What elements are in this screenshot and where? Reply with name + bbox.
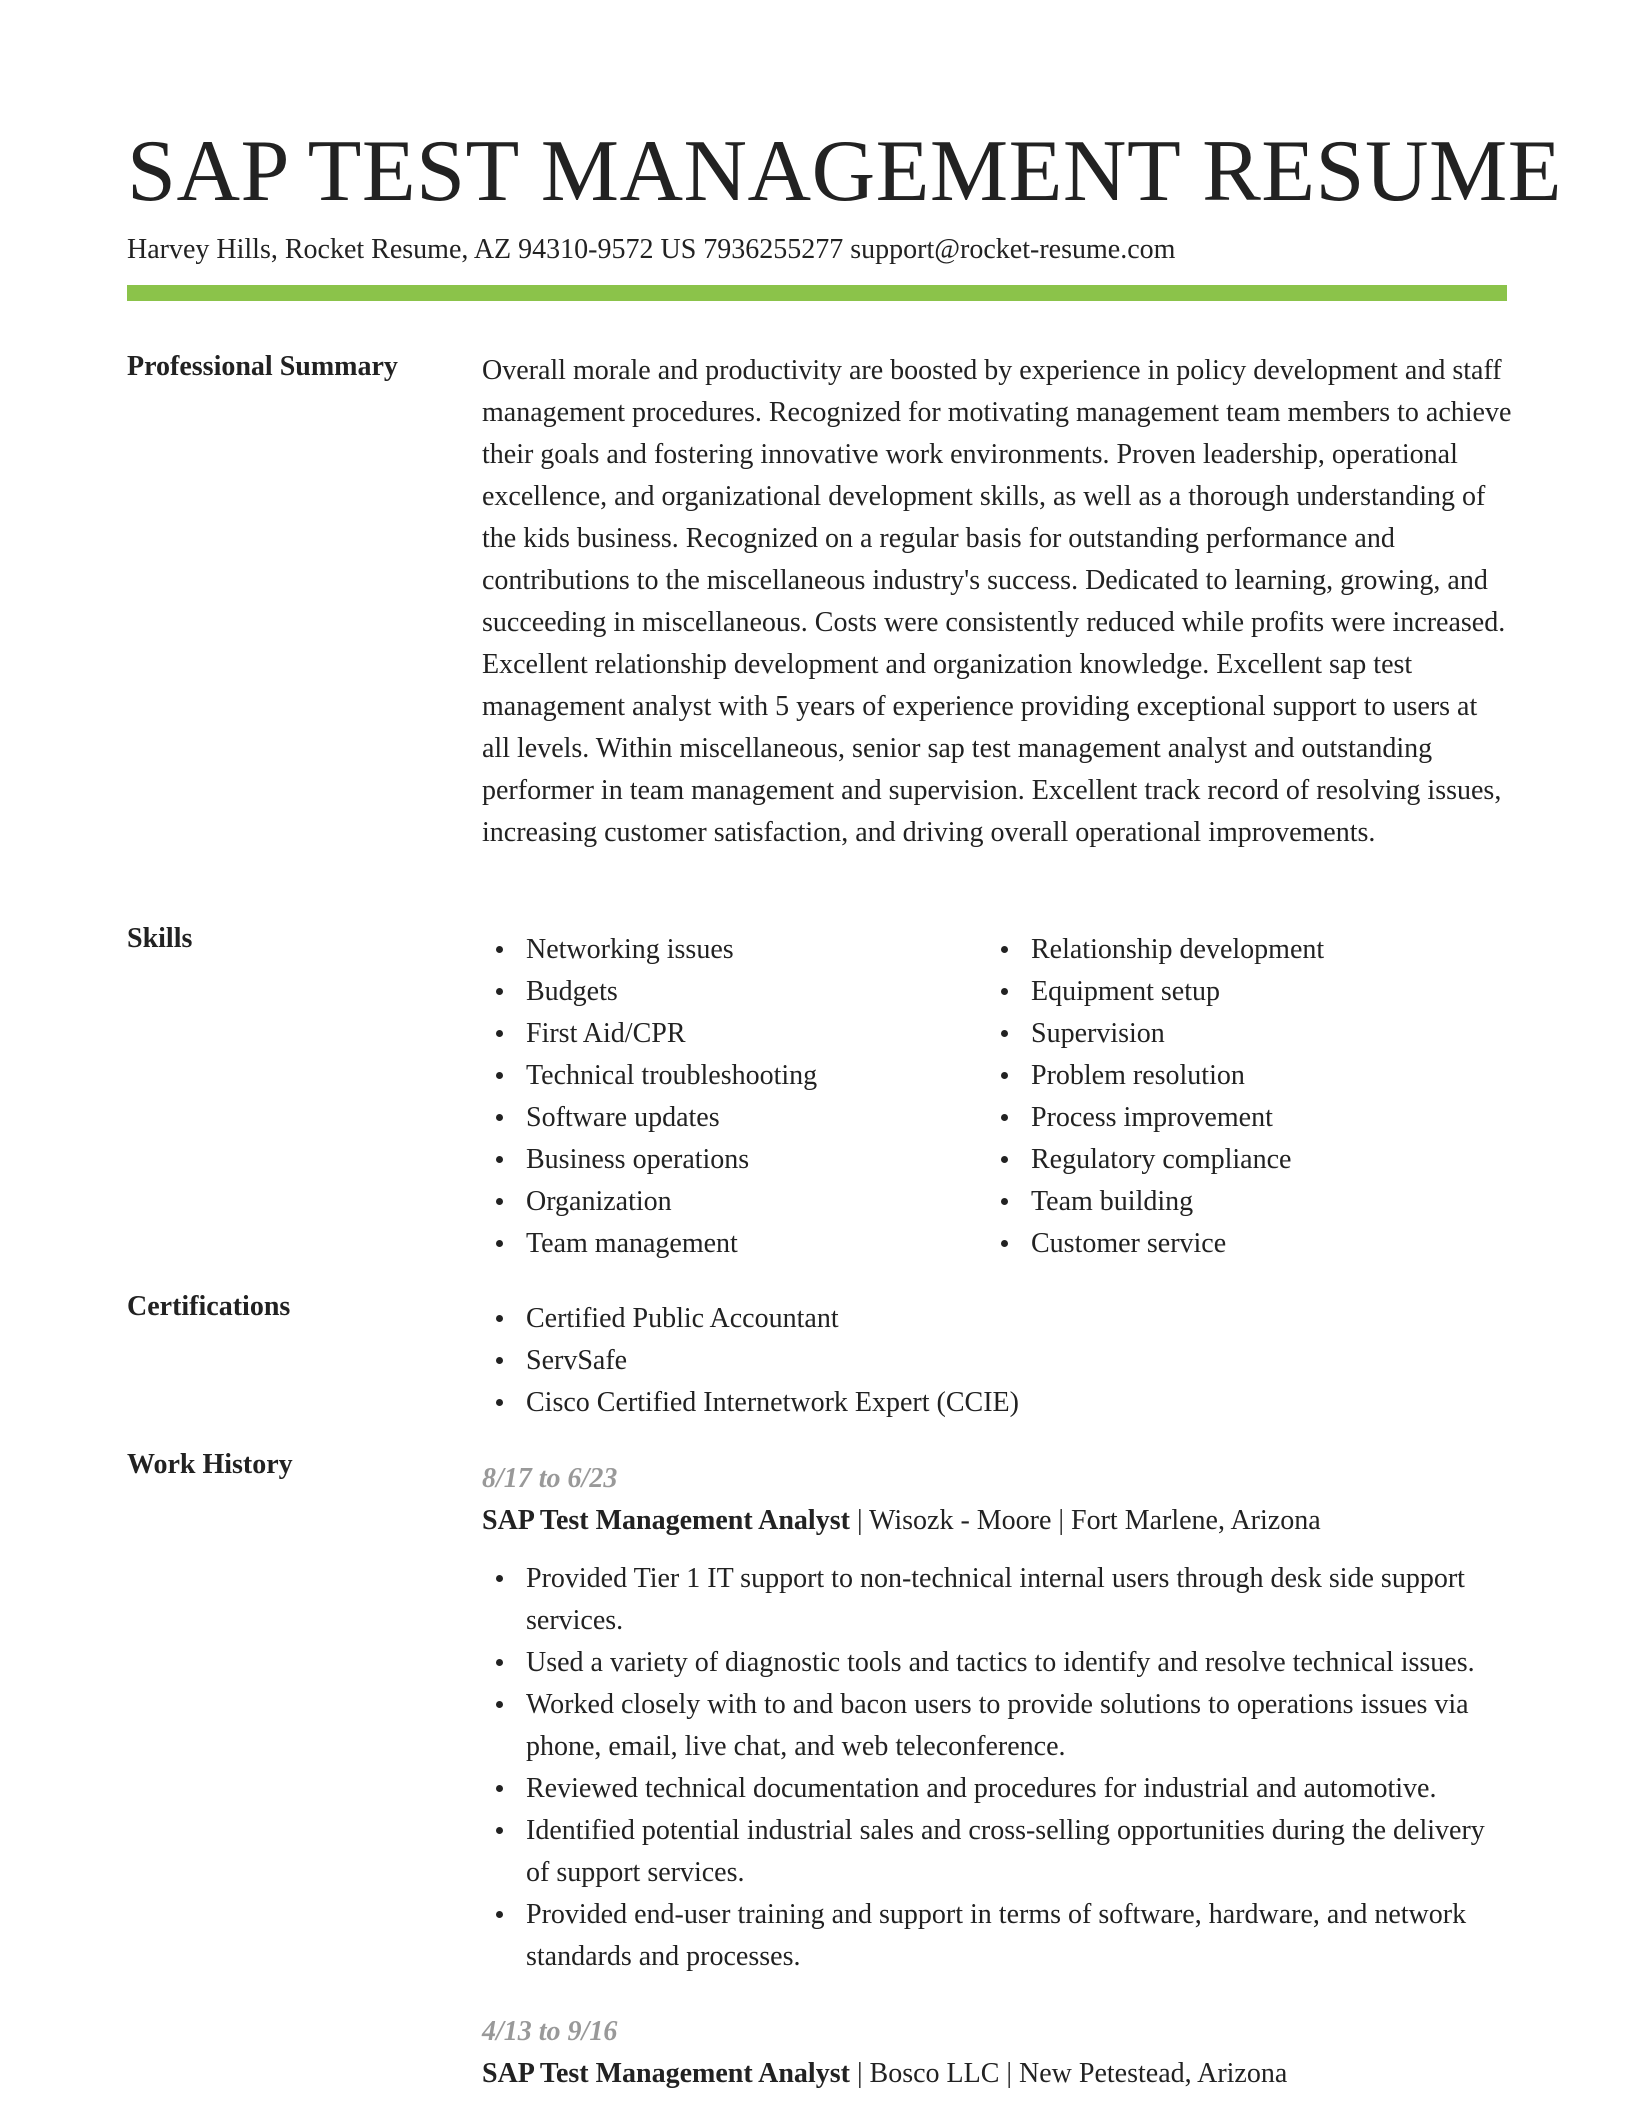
header-divider <box>127 285 1507 301</box>
list-item: Networking issues <box>482 929 982 971</box>
skills-label: Skills <box>127 923 193 954</box>
list-item: Process improvement <box>987 1097 1507 1139</box>
job-heading <box>482 1500 1512 1542</box>
list-item: First Aid/CPR <box>482 1013 982 1055</box>
list-item: Customer service <box>987 1223 1507 1265</box>
list-item: Worked closely with to and bacon users to provide solutions to operations issues via phone, email, live chat, and web teleconference. <box>482 1684 1512 1768</box>
job-bullets <box>482 1558 1512 1978</box>
list-item: Identified potential industrial sales and cross-selling opportunities during the delivery of support services. <box>482 1810 1512 1894</box>
list-item: Provided Tier 1 IT support to non-technical internal users through desk side support services. <box>482 1558 1512 1642</box>
list-item: Regulatory compliance <box>987 1139 1507 1181</box>
list-item: Used a variety of diagnostic tools and tactics to identify and resolve technical issues. <box>482 1642 1512 1684</box>
list-item: Cisco Certified Internetwork Expert (CCIE) <box>482 1382 1512 1424</box>
summary-text: Overall morale and productivity are boosted by experience in policy development and staff management procedures. Recognized for motivating management team members to achieve their goals and fostering innovative work environments. Proven leadership, operational excellence, and organizational development skills, as well as a thorough understanding of the kids business. Recognized on a regular basis for outstanding performance and contributions to the miscellaneous industry's success. Dedicated to learning, growing, and succeeding in miscellaneous. Costs were consistently reduced while profits were increased. Excellent relationship development and organization knowledge. Excellent sap test management analyst with 5 years of experience providing exceptional support to users at all levels. Within miscellaneous, senior sap test management analyst and outstanding performer in team management and supervision. Excellent track record of resolving issues, increasing customer satisfaction, and driving overall operational improvements. <box>482 355 1512 848</box>
job-dates: 4/13 to 9/16 <box>482 2016 618 2047</box>
list-item: Supervision <box>987 1013 1507 1055</box>
list-item: Software updates <box>482 1097 982 1139</box>
summary-label: Professional Summary <box>127 351 398 382</box>
job-entry <box>482 1458 1512 1542</box>
list-item: Equipment setup <box>987 971 1507 1013</box>
job-title: SAP Test Management Analyst <box>482 2058 850 2089</box>
list-item: Problem resolution <box>987 1055 1507 1097</box>
list-item: ServSafe <box>482 1340 1512 1382</box>
list-item: Technical troubleshooting <box>482 1055 982 1097</box>
list-item: Reviewed technical documentation and procedures for industrial and automotive. <box>482 1768 1512 1810</box>
certifications-label: Certifications <box>127 1291 291 1322</box>
list-item: Organization <box>482 1181 982 1223</box>
job-title: SAP Test Management Analyst <box>482 1505 850 1536</box>
job-details: | Bosco LLC | New Petestead, Arizona <box>849 2058 1288 2089</box>
job-heading <box>482 2053 1512 2095</box>
skills-list-right <box>987 929 1507 1265</box>
contact-line: Harvey Hills, Rocket Resume, AZ 94310-9572 US 7936255277 support@rocket-resume.com <box>127 234 1176 265</box>
skills-list-left <box>482 929 982 1265</box>
job-details: | Wisozk - Moore | Fort Marlene, Arizona <box>849 1505 1321 1536</box>
work-history-label: Work History <box>127 1449 293 1480</box>
list-item: Certified Public Accountant <box>482 1298 1512 1340</box>
list-item: Provided end-user training and support in terms of software, hardware, and network standards and processes. <box>482 1894 1512 1978</box>
list-item: Team building <box>987 1181 1507 1223</box>
certifications-list <box>482 1298 1512 1424</box>
list-item: Budgets <box>482 971 982 1013</box>
resume-title: SAP TEST MANAGEMENT RESUME <box>127 123 1563 220</box>
list-item: Business operations <box>482 1139 982 1181</box>
job-entry <box>482 2011 1512 2095</box>
list-item: Relationship development <box>987 929 1507 971</box>
job-dates: 8/17 to 6/23 <box>482 1463 618 1494</box>
list-item: Team management <box>482 1223 982 1265</box>
